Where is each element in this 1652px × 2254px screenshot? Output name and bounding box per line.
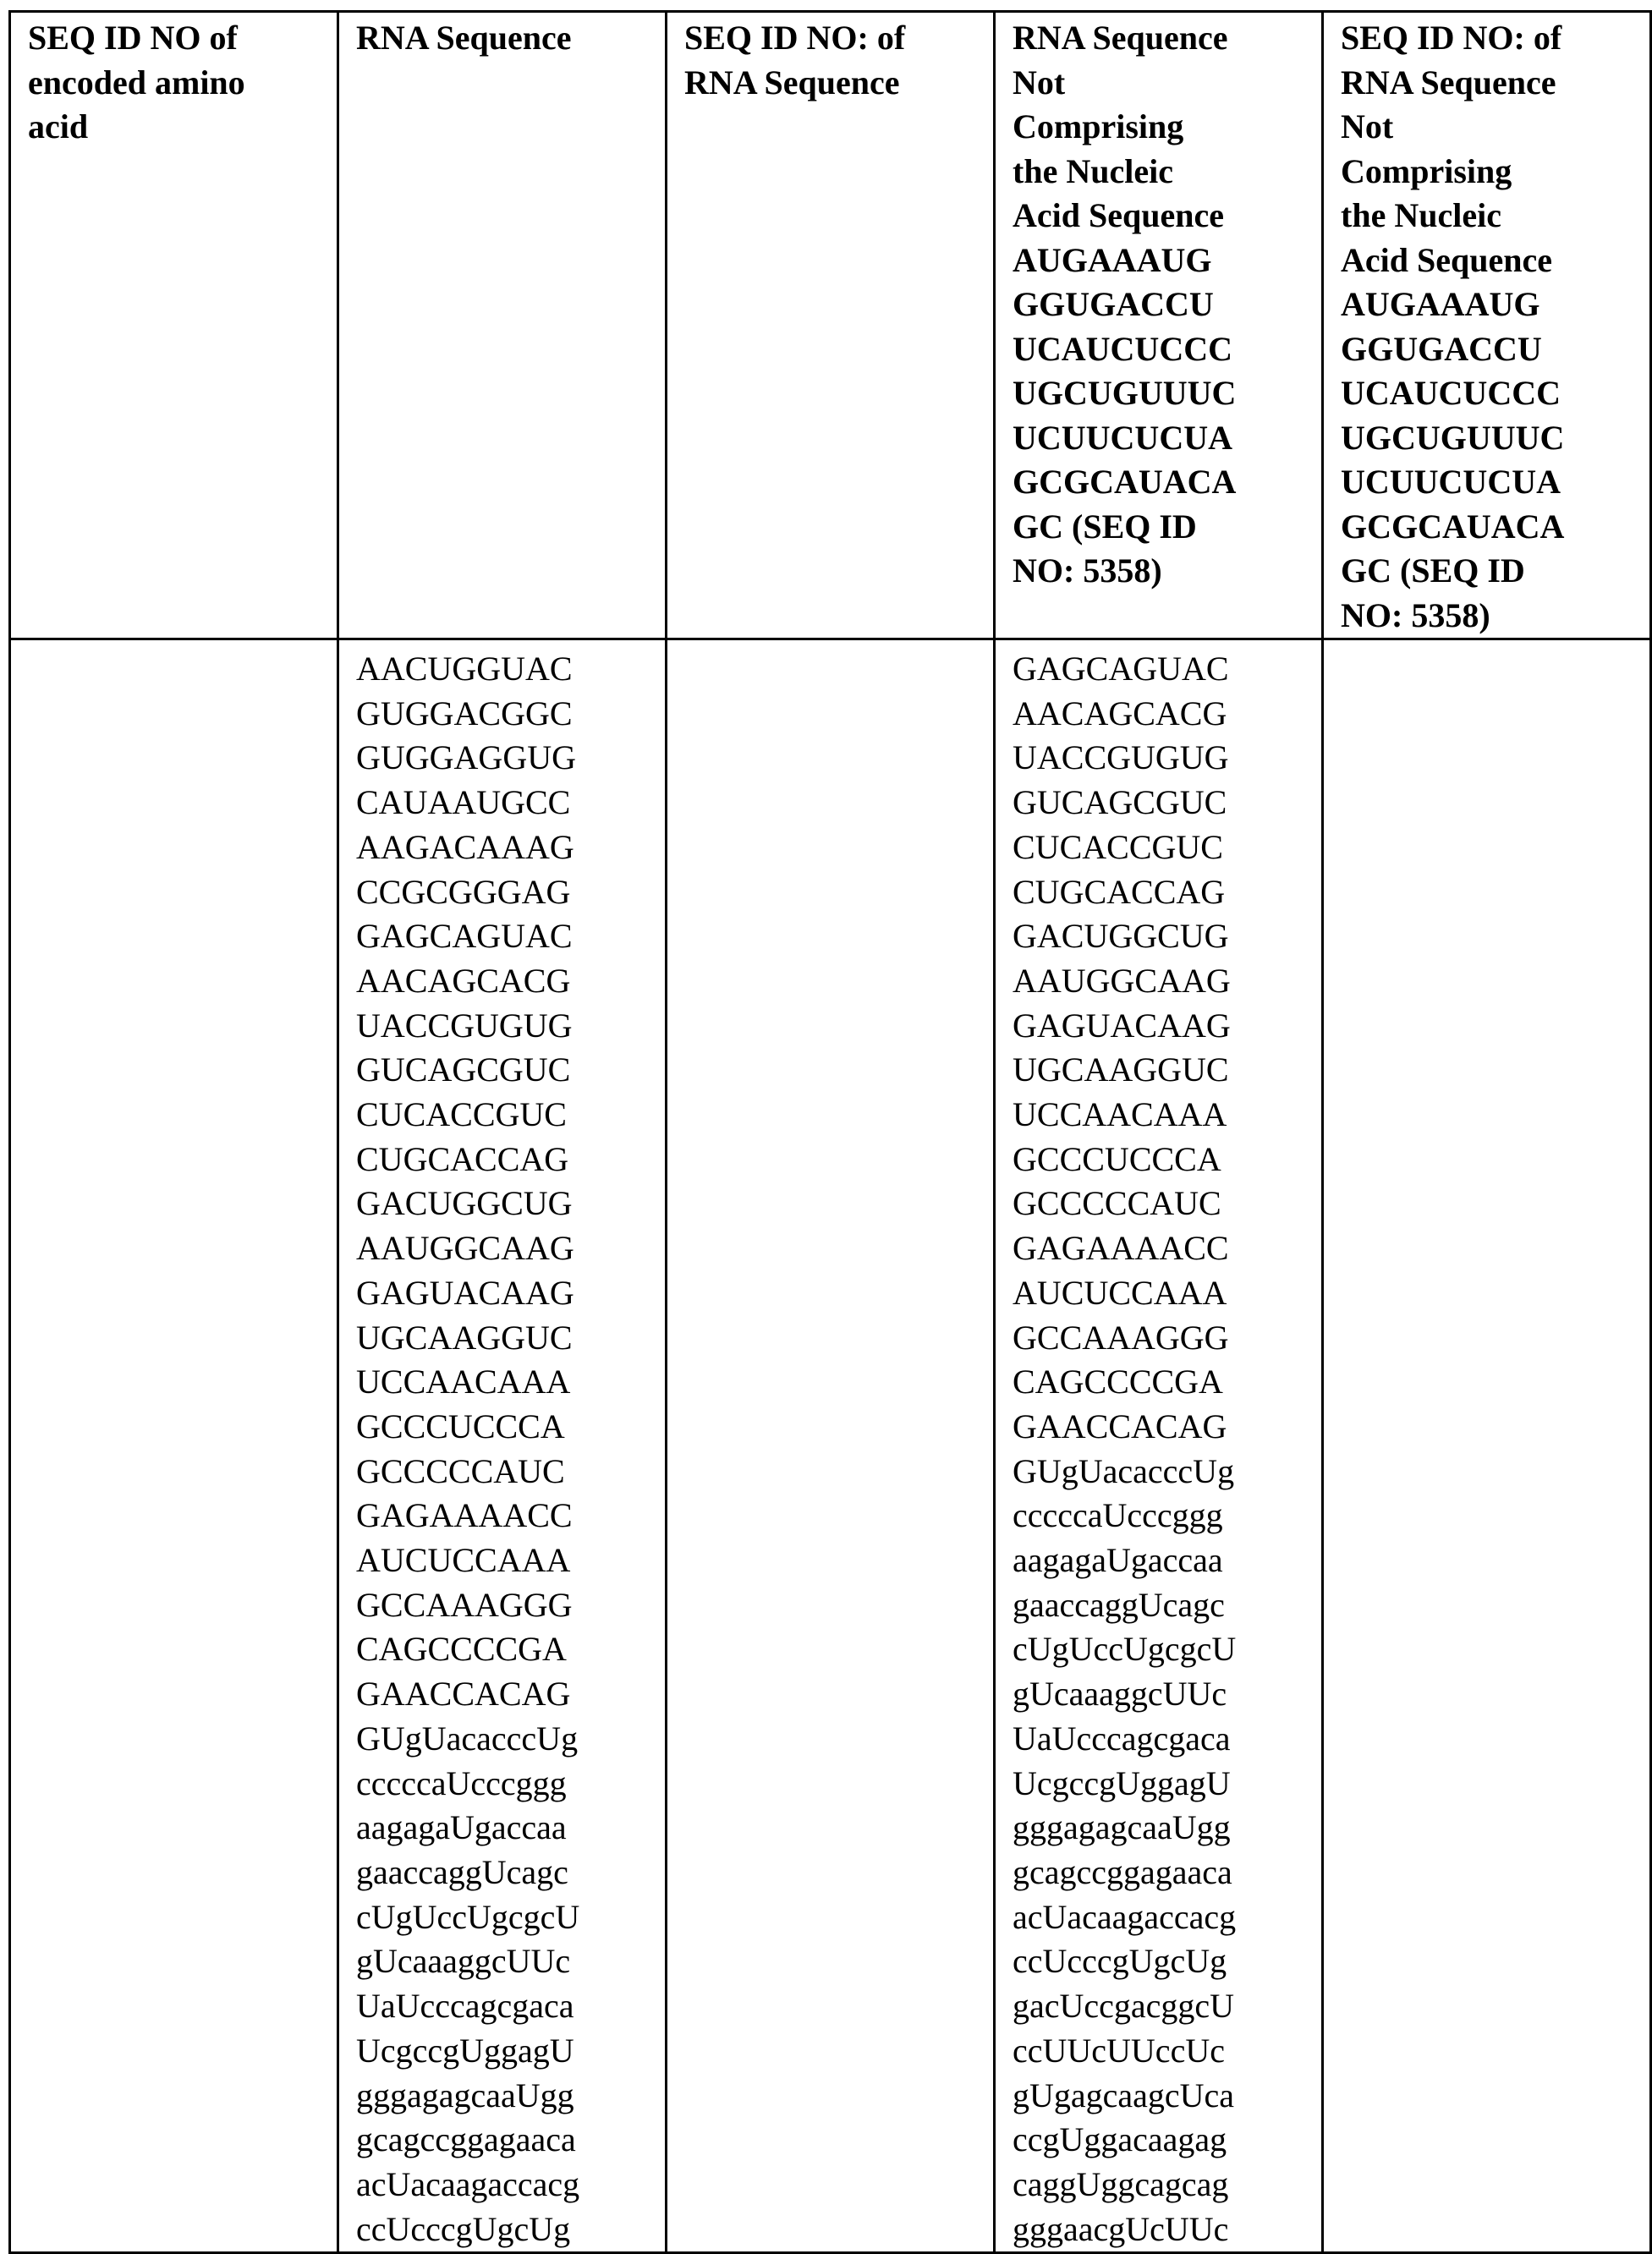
text-line: SEQ ID NO: of [684, 19, 906, 57]
text-line: UCCAACAAA [1013, 1095, 1227, 1134]
text-line: GUGGACGGC [356, 694, 573, 732]
text-line: GAGCAGUAC [356, 917, 573, 956]
text-line: AUCUCCAAA [356, 1541, 571, 1580]
text-line: GC (SEQ ID [1013, 507, 1197, 546]
text-line: UGCAAGGUC [356, 1318, 573, 1357]
text-line: NO: 5358) [1013, 551, 1162, 590]
text-line: UaUcccagcgaca [356, 1987, 574, 2026]
text-line: the Nucleic [1341, 196, 1501, 234]
text-line: GAGAAAACC [356, 1496, 573, 1535]
text-line: GGUGACCU [1013, 285, 1214, 323]
text-line: acid [28, 107, 89, 145]
text-line: Comprising [1341, 151, 1512, 190]
text-line: GACUGGCUG [356, 1184, 573, 1223]
text-line: GUCAGCGUC [1013, 783, 1227, 822]
text-line: UaUcccagcgaca [1013, 1719, 1231, 1758]
text-line: GCGCAUACA [1013, 463, 1237, 501]
text-line: GCCCCCAUC [1013, 1184, 1221, 1223]
text-line: gggagagcaaUgg [356, 2076, 574, 2114]
text-line: AUGAAAUG [1341, 285, 1540, 323]
text-line: GUGGAGGUG [356, 738, 576, 777]
text-line: acUacaagaccacg [356, 2164, 580, 2203]
text-line: caggUggcagcag [1013, 2164, 1229, 2203]
text-line: ccUcccgUgcUg [356, 2209, 571, 2248]
text-line: GAACCACAG [1013, 1407, 1227, 1445]
text-line: gUgagcaagcUca [1013, 2076, 1235, 2114]
text-line: GCCAAAGGG [1013, 1318, 1229, 1357]
text-line: ccgUggacaagag [1013, 2120, 1227, 2159]
text-line: UCUUCUCUA [1013, 418, 1232, 457]
text-line: ccUcccgUgcUg [1013, 1942, 1227, 1981]
text-line: GAGAAAACC [1013, 1229, 1229, 1268]
text-line: GAACCACAG [356, 1675, 571, 1714]
text-line: GCCCUCCCA [1013, 1139, 1221, 1178]
text-line: AAUGGCAAG [1013, 961, 1231, 1000]
text-line: gaaccaggUcagc [1013, 1585, 1225, 1624]
text-line: SEQ ID NO: of [1341, 19, 1562, 57]
header-seq-id-rna [667, 12, 995, 639]
header-rna-sequence [338, 12, 667, 639]
text-line: AACUGGUAC [356, 650, 573, 688]
text-line: cccccaUcccggg [1013, 1496, 1223, 1535]
text-line: UGCUGUUUC [1013, 374, 1237, 412]
text-line: UCCAACAAA [356, 1363, 571, 1401]
text-line: UCAUCUCCC [1341, 374, 1561, 412]
text-line: GCGCAUACA [1341, 507, 1565, 546]
text-line: Acid Sequence [1341, 240, 1552, 279]
text-line: gcagccggagaaca [1013, 1852, 1232, 1891]
text-line: AACAGCACG [356, 961, 571, 1000]
text-line: UGCAAGGUC [1013, 1050, 1229, 1089]
text-line: UACCGUGUG [356, 1006, 573, 1045]
text-line: GGUGACCU [1341, 329, 1542, 368]
text-line: AUGAAAUG [1013, 240, 1212, 279]
text-line: GUCAGCGUC [356, 1050, 571, 1089]
text-line: NO: 5358) [1341, 595, 1490, 634]
header-seq-id-rna-not-comprising [1323, 12, 1651, 639]
text-line: RNA Sequence [684, 63, 900, 101]
text-line: UcgccgUggagU [356, 2031, 574, 2070]
cell-seq-id-amino-acid [10, 639, 338, 2253]
text-line: AACAGCACG [1013, 694, 1227, 732]
text-line: CUGCACCAG [1013, 872, 1226, 911]
text-line: CUCACCGUC [1013, 827, 1223, 866]
text-line: CAUAAUGCC [356, 783, 571, 822]
cell-rna-not-comprising [995, 639, 1323, 2253]
text-line: cUgUccUgcgcU [1013, 1630, 1237, 1669]
text-line: gcagccggagaaca [356, 2120, 576, 2159]
text-line: GCCCCCAUC [356, 1451, 565, 1490]
text-line: acUacaagaccacg [1013, 1897, 1237, 1936]
table-row [10, 639, 1651, 2253]
text-line: gggagagcaaUgg [1013, 1808, 1231, 1847]
text-line: CUCACCGUC [356, 1095, 567, 1134]
text-line: UCAUCUCCC [1013, 329, 1232, 368]
text-line: SEQ ID NO of [28, 19, 238, 57]
sequence-table [8, 10, 1652, 2254]
text-line: RNA Sequence [1013, 19, 1228, 57]
text-line: cccccaUcccggg [356, 1763, 567, 1802]
text-line: cUgUccUgcgcU [356, 1897, 580, 1936]
text-line: Not [1013, 63, 1066, 101]
text-line: gggaacgUcUUc [1013, 2209, 1229, 2248]
text-line: UcgccgUggagU [1013, 1763, 1231, 1802]
text-line: AAGACAAAG [356, 827, 574, 866]
text-line: GACUGGCUG [1013, 917, 1229, 956]
text-line: GAGUACAAG [1013, 1006, 1231, 1045]
text-line: AUCUCCAAA [1013, 1273, 1227, 1312]
text-line: RNA Sequence [356, 19, 572, 57]
text-line: GAGCAGUAC [1013, 650, 1229, 688]
text-line: ccUUcUUccUc [1013, 2031, 1225, 2070]
text-line: GAGUACAAG [356, 1273, 574, 1312]
text-line: CAGCCCCGA [356, 1630, 567, 1669]
text-line: aagagaUgaccaa [356, 1808, 567, 1847]
text-line: gaaccaggUcagc [356, 1852, 568, 1891]
cell-seq-id-rna-not-comprising [1323, 639, 1651, 2253]
text-line: CCGCGGGAG [356, 872, 571, 911]
text-line: GCCAAAGGG [356, 1585, 573, 1624]
text-line: AAUGGCAAG [356, 1229, 574, 1268]
text-line: CUGCACCAG [356, 1139, 569, 1178]
text-line: GC (SEQ ID [1341, 551, 1525, 590]
text-line: UACCGUGUG [1013, 738, 1229, 777]
text-line: GCCCUCCCA [356, 1407, 565, 1445]
text-line: CAGCCCCGA [1013, 1363, 1223, 1401]
text-line: gUcaaaggcUUc [1013, 1675, 1227, 1714]
text-line: GUgUacacccUg [1013, 1451, 1235, 1490]
header-rna-not-comprising [995, 12, 1323, 639]
cell-rna-sequence [338, 639, 667, 2253]
header-seq-id-amino-acid [10, 12, 338, 639]
text-line: Comprising [1013, 107, 1184, 145]
text-line: aagagaUgaccaa [1013, 1541, 1223, 1580]
cell-seq-id-rna [667, 639, 995, 2253]
text-line: gUcaaaggcUUc [356, 1942, 571, 1981]
text-line: UCUUCUCUA [1341, 463, 1561, 501]
text-line: encoded amino [28, 63, 245, 101]
text-line: RNA Sequence [1341, 63, 1556, 101]
text-line: gacUccgacggcU [1013, 1987, 1235, 2026]
text-line: Not [1341, 107, 1394, 145]
text-line: the Nucleic [1013, 151, 1173, 190]
header-row [10, 12, 1651, 639]
text-line: UGCUGUUUC [1341, 418, 1565, 457]
text-line: Acid Sequence [1013, 196, 1224, 234]
text-line: GUgUacacccUg [356, 1719, 579, 1758]
